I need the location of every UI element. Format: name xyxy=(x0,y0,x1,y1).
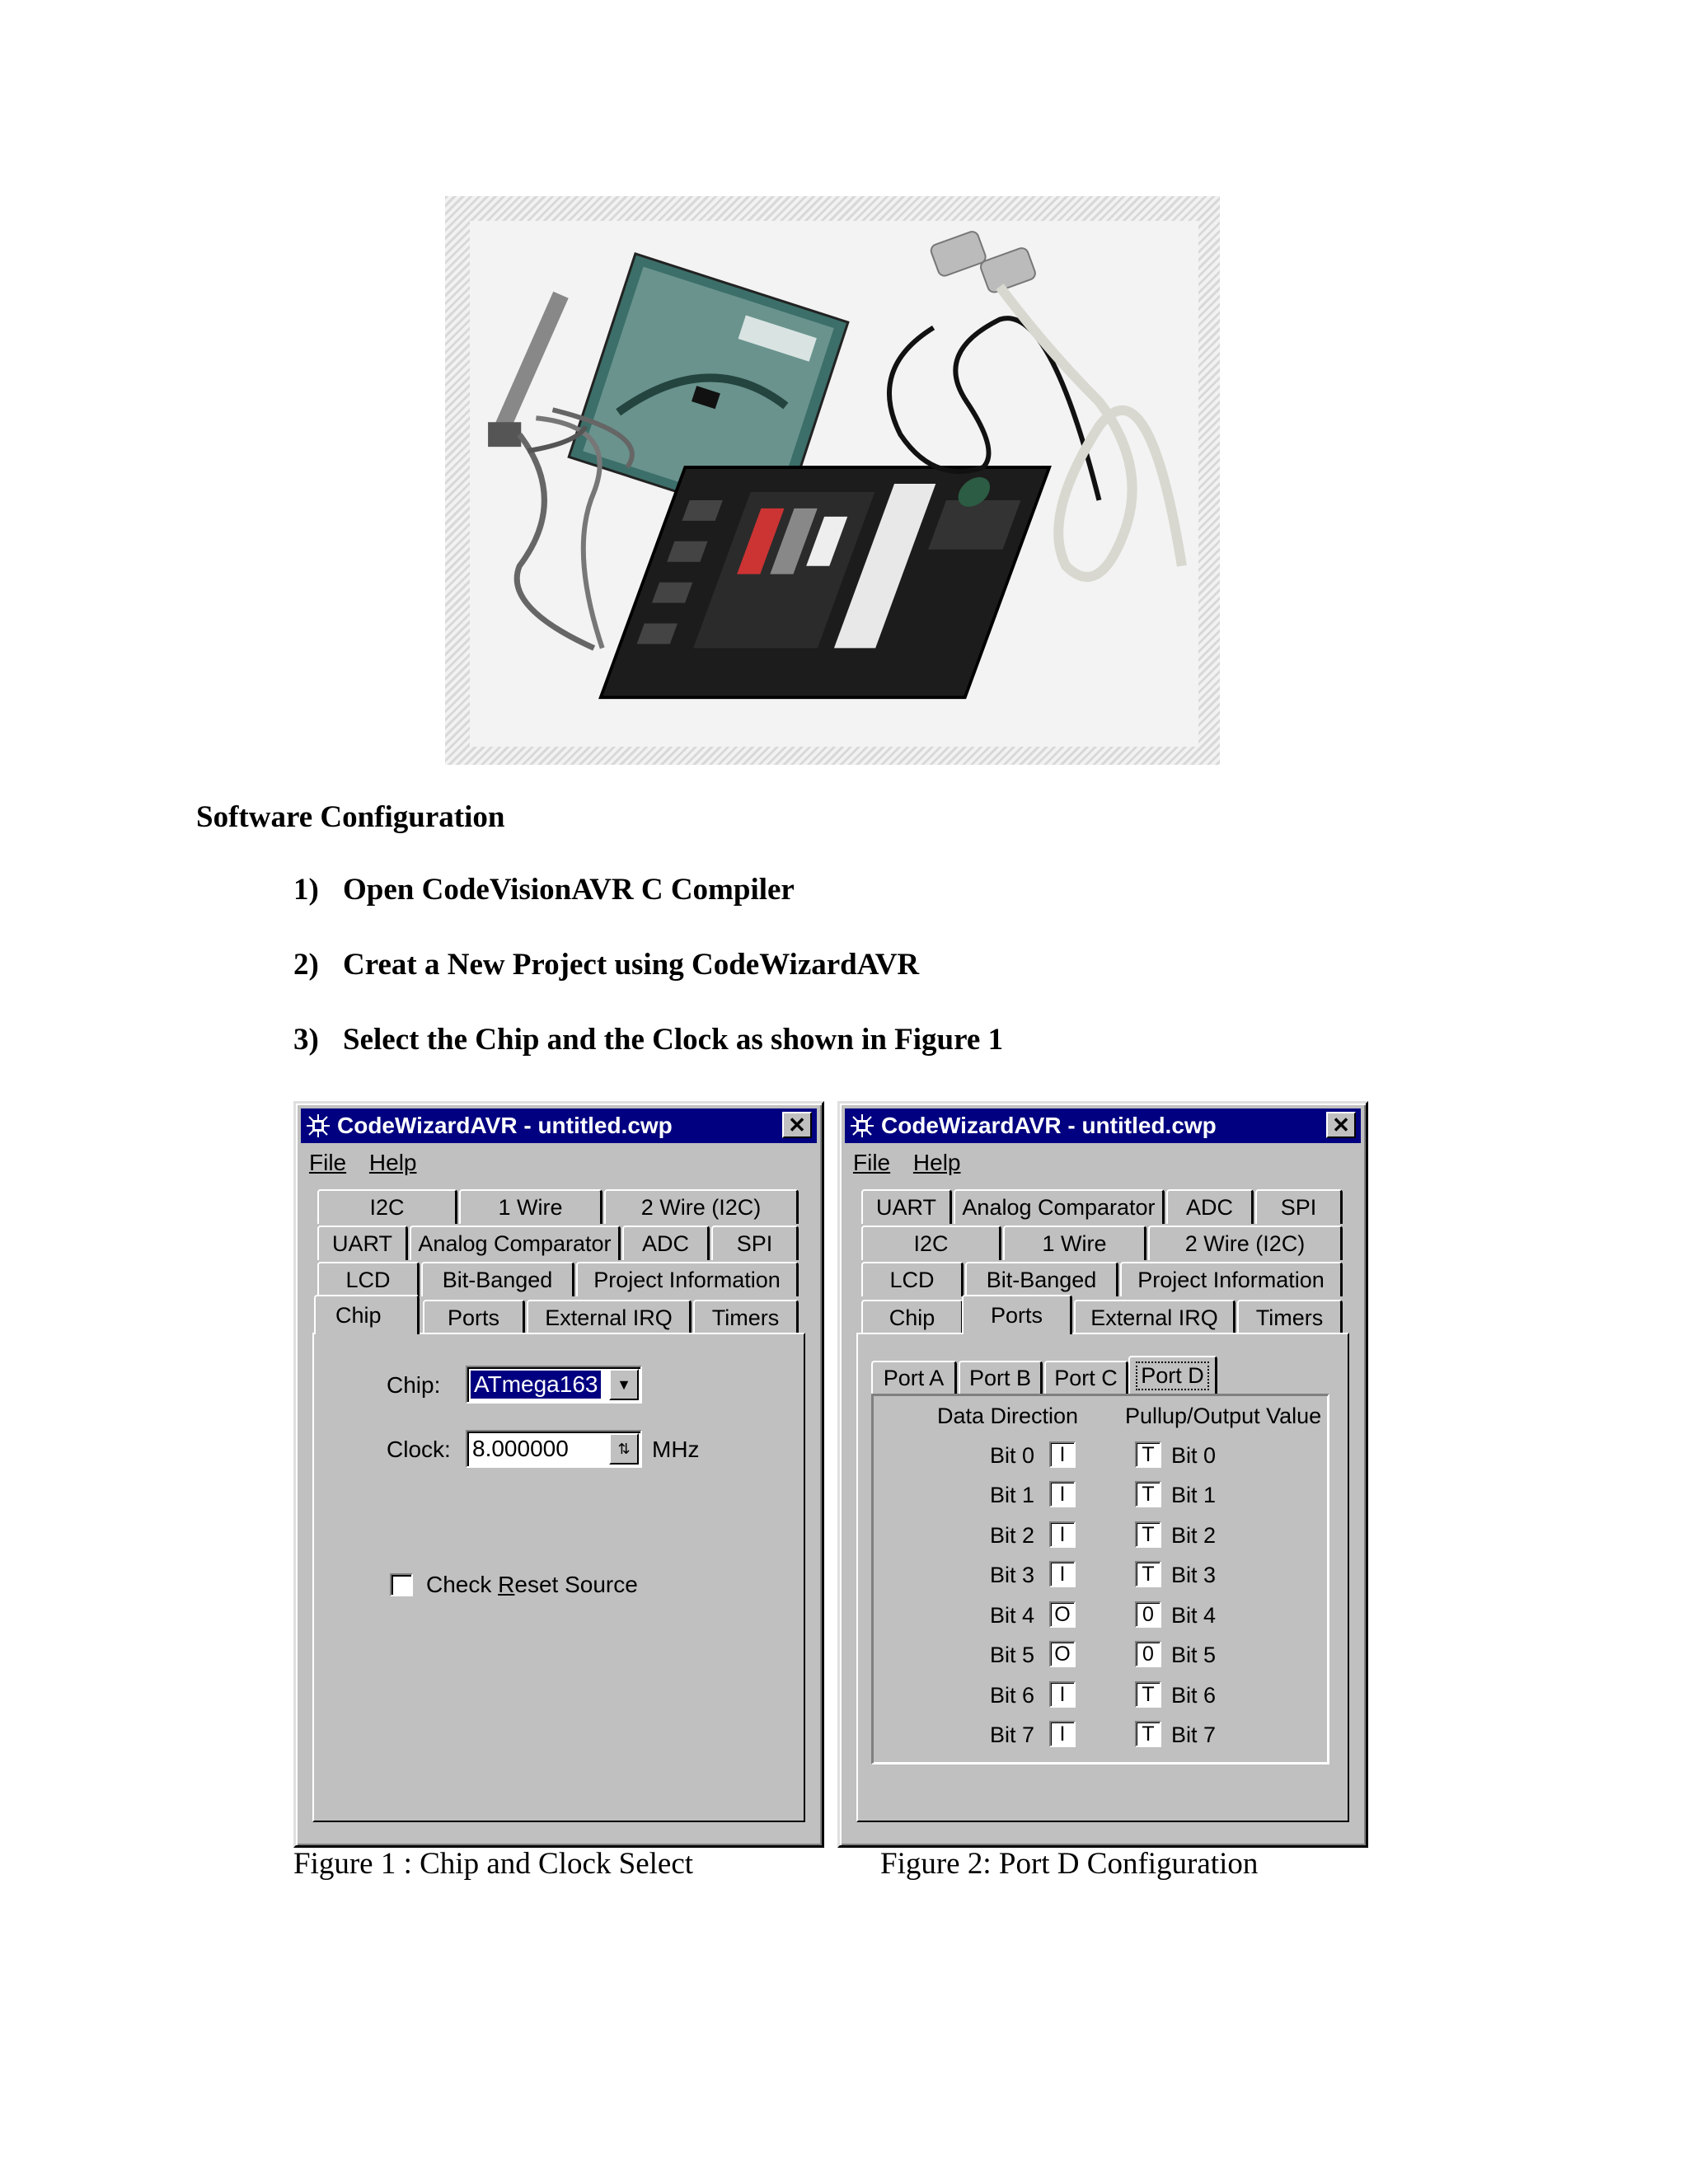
tab-analog-comparator[interactable]: Analog Comparator xyxy=(410,1226,621,1260)
section-heading: Software Configuration xyxy=(196,800,505,834)
tab-analog-comparator[interactable]: Analog Comparator xyxy=(954,1189,1165,1224)
tab-ports[interactable]: Ports xyxy=(423,1300,525,1334)
chip-app-icon xyxy=(850,1113,874,1138)
tab-adc[interactable]: ADC xyxy=(622,1226,710,1260)
codewizard-window-chip xyxy=(293,1101,824,1848)
check-reset-source-checkbox[interactable] xyxy=(390,1573,413,1596)
dir-bit-1-toggle[interactable]: I xyxy=(1049,1481,1076,1507)
tab-i2c[interactable]: I2C xyxy=(317,1189,457,1224)
tab-chip[interactable]: Chip xyxy=(861,1300,964,1334)
tab-timers[interactable]: Timers xyxy=(1237,1300,1343,1334)
tab-lcd[interactable]: LCD xyxy=(317,1262,420,1296)
step-2: 2) Creat a New Project using CodeWizardAVR xyxy=(293,948,920,982)
chip-panel xyxy=(312,1333,805,1822)
dir-bit-2-label: Bit 2 xyxy=(990,1523,1035,1548)
dir-bit-1-label: Bit 1 xyxy=(990,1483,1035,1507)
step-1: 1) Open CodeVisionAVR C Compiler xyxy=(293,873,795,907)
step-3: 3) Select the Chip and the Clock as shown in Figure 1 xyxy=(293,1023,1004,1057)
subtab-port-c[interactable]: Port C xyxy=(1044,1361,1128,1394)
chevron-down-icon: ▼ xyxy=(617,1376,631,1393)
dir-bit-4-toggle[interactable]: O xyxy=(1049,1601,1076,1628)
tab-bit-banged[interactable]: Bit-Banged xyxy=(965,1262,1118,1296)
menubar xyxy=(853,1150,978,1176)
steps-list xyxy=(293,872,1003,1097)
data-direction-header: Data Direction xyxy=(937,1404,1079,1428)
close-icon: ✕ xyxy=(1332,1112,1350,1137)
codewizard-window-ports xyxy=(837,1101,1368,1848)
dir-bit-2-toggle[interactable]: I xyxy=(1049,1521,1076,1548)
menu-file[interactable]: File xyxy=(309,1150,347,1175)
subtab-port-a[interactable]: Port A xyxy=(871,1361,957,1394)
menu-file[interactable]: File xyxy=(853,1150,891,1175)
val-bit-5-toggle[interactable]: 0 xyxy=(1135,1641,1161,1667)
ports-panel xyxy=(856,1333,1349,1822)
dir-bit-0-label: Bit 0 xyxy=(990,1443,1035,1468)
figure-1-caption: Figure 1 : Chip and Clock Select xyxy=(293,1847,694,1881)
window-title: CodeWizardAVR - untitled.cwp xyxy=(881,1113,1217,1138)
val-bit-6-label: Bit 6 xyxy=(1171,1683,1217,1708)
clock-label: Clock: xyxy=(387,1436,451,1462)
val-bit-0-toggle[interactable]: T xyxy=(1135,1441,1161,1468)
tab-2wire[interactable]: 2 Wire (I2C) xyxy=(1148,1226,1343,1260)
tab-external-irq[interactable]: External IRQ xyxy=(527,1300,692,1334)
window-title: CodeWizardAVR - untitled.cwp xyxy=(337,1113,673,1138)
val-bit-3-toggle[interactable]: T xyxy=(1135,1561,1161,1587)
tab-uart[interactable]: UART xyxy=(861,1189,952,1224)
clock-input-value: 8.000000 xyxy=(472,1436,569,1461)
pullup-output-header: Pullup/Output Value xyxy=(1125,1404,1322,1428)
val-bit-4-toggle[interactable]: 0 xyxy=(1135,1601,1161,1628)
val-bit-7-toggle[interactable]: T xyxy=(1135,1721,1161,1747)
val-bit-3-label: Bit 3 xyxy=(1171,1563,1217,1587)
clock-unit: MHz xyxy=(652,1436,700,1462)
port-d-config-group xyxy=(871,1394,1329,1765)
val-bit-2-toggle[interactable]: T xyxy=(1135,1521,1161,1548)
val-bit-2-label: Bit 2 xyxy=(1171,1523,1217,1548)
menu-help[interactable]: Help xyxy=(912,1150,961,1175)
tab-timers[interactable]: Timers xyxy=(693,1300,799,1334)
titlebar[interactable] xyxy=(301,1108,817,1143)
dir-bit-7-toggle[interactable]: I xyxy=(1049,1721,1076,1747)
tab-1wire[interactable]: 1 Wire xyxy=(1003,1226,1146,1260)
tab-ports[interactable]: Ports xyxy=(962,1295,1072,1334)
menu-help[interactable]: Help xyxy=(368,1150,417,1175)
titlebar[interactable] xyxy=(845,1108,1361,1143)
close-icon: ✕ xyxy=(788,1112,806,1137)
clock-input[interactable] xyxy=(466,1430,642,1468)
tab-1wire[interactable]: 1 Wire xyxy=(459,1189,603,1224)
val-bit-1-toggle[interactable]: T xyxy=(1135,1481,1161,1507)
tab-project-information[interactable]: Project Information xyxy=(576,1262,799,1296)
val-bit-5-label: Bit 5 xyxy=(1171,1643,1217,1667)
dir-bit-4-label: Bit 4 xyxy=(990,1603,1035,1628)
val-bit-4-label: Bit 4 xyxy=(1171,1603,1217,1628)
dev-kit-illustration xyxy=(470,221,1198,747)
dir-bit-3-toggle[interactable]: I xyxy=(1049,1561,1076,1587)
tab-project-information[interactable]: Project Information xyxy=(1120,1262,1343,1296)
dir-bit-3-label: Bit 3 xyxy=(990,1563,1035,1587)
check-reset-source-label: Check Reset Source xyxy=(426,1572,638,1597)
clock-spinner[interactable] xyxy=(609,1433,639,1465)
tab-chip[interactable]: Chip xyxy=(314,1295,420,1334)
chip-app-icon xyxy=(306,1113,331,1138)
tab-spi[interactable]: SPI xyxy=(711,1226,799,1260)
val-bit-6-toggle[interactable]: T xyxy=(1135,1681,1161,1708)
close-button[interactable] xyxy=(782,1112,812,1138)
menubar xyxy=(309,1150,434,1176)
val-bit-7-label: Bit 7 xyxy=(1171,1722,1217,1747)
chip-select-value: ATmega163 xyxy=(471,1371,601,1399)
dir-bit-5-label: Bit 5 xyxy=(990,1643,1035,1667)
tab-2wire[interactable]: 2 Wire (I2C) xyxy=(604,1189,799,1224)
tab-uart[interactable]: UART xyxy=(317,1226,408,1260)
tab-lcd[interactable]: LCD xyxy=(861,1262,964,1296)
product-photo xyxy=(445,196,1220,765)
dir-bit-6-toggle[interactable]: I xyxy=(1049,1681,1076,1708)
val-bit-1-label: Bit 1 xyxy=(1171,1483,1217,1507)
dir-bit-6-label: Bit 6 xyxy=(990,1683,1035,1708)
dir-bit-5-toggle[interactable]: O xyxy=(1049,1641,1076,1667)
tab-adc[interactable]: ADC xyxy=(1166,1189,1254,1224)
dir-bit-7-label: Bit 7 xyxy=(990,1722,1035,1747)
close-button[interactable] xyxy=(1326,1112,1356,1138)
figure-2-caption: Figure 2: Port D Configuration xyxy=(880,1847,1259,1881)
val-bit-0-label: Bit 0 xyxy=(1171,1443,1217,1468)
chip-select[interactable] xyxy=(466,1366,642,1404)
tab-bit-banged[interactable]: Bit-Banged xyxy=(421,1262,574,1296)
chip-label: Chip: xyxy=(387,1372,441,1398)
dir-bit-0-toggle[interactable]: I xyxy=(1049,1441,1076,1468)
tab-i2c[interactable]: I2C xyxy=(861,1226,1001,1260)
dropdown-button[interactable] xyxy=(609,1369,639,1400)
spin-arrows-icon: ⇅ xyxy=(617,1440,631,1457)
tab-external-irq[interactable]: External IRQ xyxy=(1074,1300,1236,1334)
subtab-port-d[interactable]: Port D xyxy=(1128,1356,1217,1394)
tab-spi[interactable]: SPI xyxy=(1255,1189,1343,1224)
subtab-port-b[interactable]: Port B xyxy=(959,1361,1043,1394)
